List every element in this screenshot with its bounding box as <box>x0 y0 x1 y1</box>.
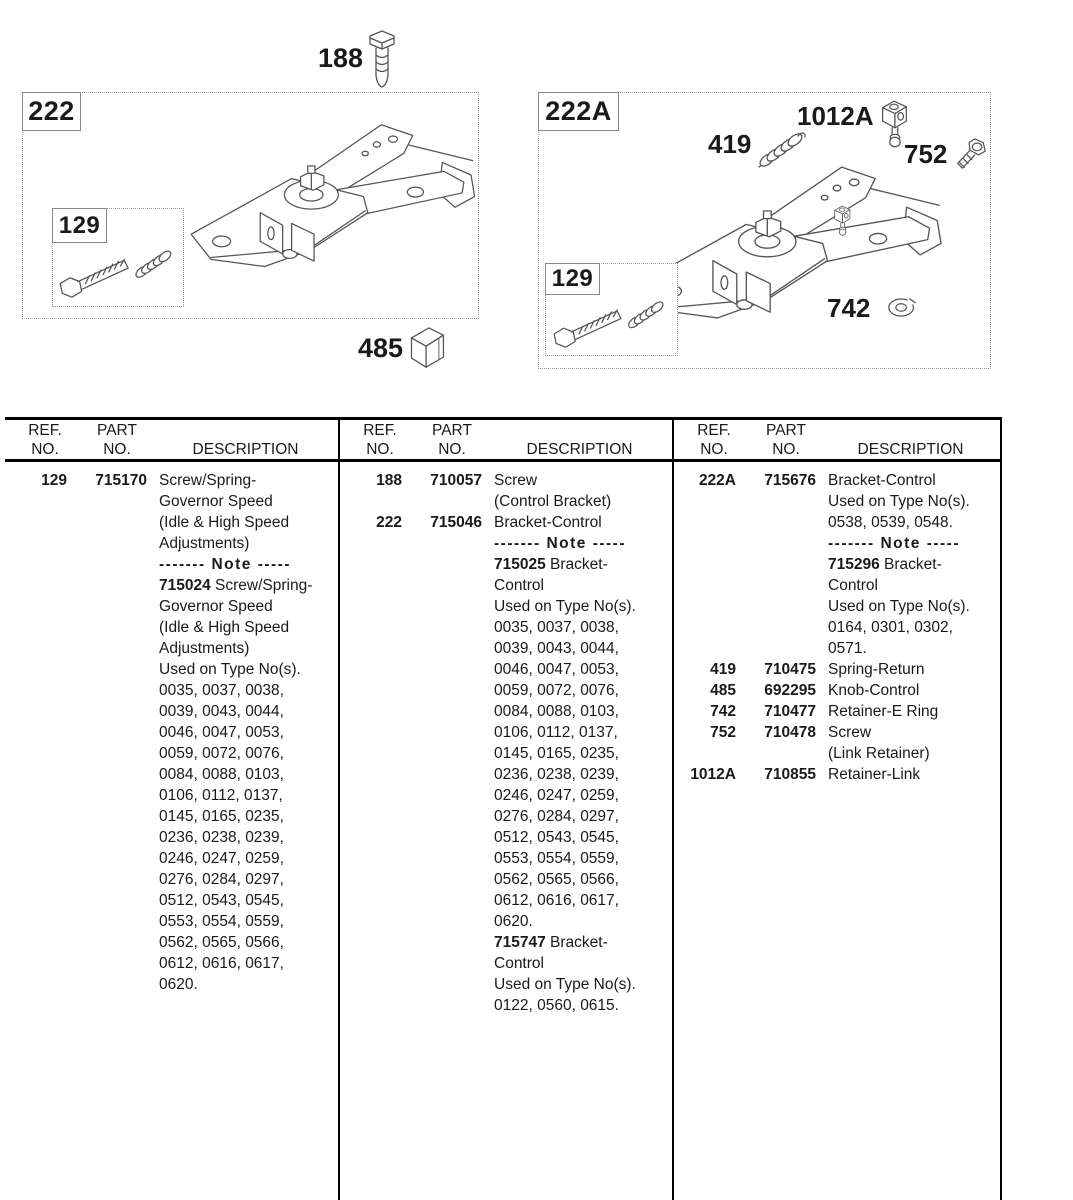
part-no-cell <box>406 974 488 995</box>
ref-no-cell <box>340 995 406 1016</box>
part-no-cell <box>71 785 153 806</box>
part-no-cell <box>740 575 822 596</box>
description-cell: 0046, 0047, 0053, <box>494 661 619 678</box>
table-row <box>674 554 999 575</box>
ref-no-cell <box>5 659 71 680</box>
installed-retainer-icon <box>829 203 855 237</box>
description-cell: 0122, 0560, 0615. <box>494 997 619 1014</box>
table-row <box>5 869 338 890</box>
description-cell: Adjustments) <box>159 640 250 657</box>
col-header-part: PART <box>97 422 137 439</box>
table-top-rule <box>5 417 1002 420</box>
table-row <box>340 617 671 638</box>
part-no-cell <box>740 491 822 512</box>
ref-no-cell <box>674 533 740 554</box>
part-no-cell <box>71 638 153 659</box>
ref-no-cell <box>340 827 406 848</box>
table-row <box>5 911 338 932</box>
ref-no-cell: 129 <box>41 472 67 489</box>
description-cell: 0145, 0165, 0235, <box>494 745 619 762</box>
table-row <box>674 680 999 701</box>
part-no-cell <box>71 512 153 533</box>
table-row <box>340 869 671 890</box>
ref-no-cell <box>5 953 71 974</box>
table-row <box>340 827 671 848</box>
ref-no-cell <box>5 722 71 743</box>
description-cell: 715296 Bracket- <box>828 556 942 573</box>
part-no-cell: 715170 <box>95 472 147 489</box>
ref-no-cell <box>5 764 71 785</box>
description-cell: Retainer-E Ring <box>828 703 939 720</box>
knob-icon <box>406 323 448 373</box>
table-row <box>340 554 671 575</box>
description-cell: 715025 Bracket- <box>494 556 608 573</box>
description-cell: 0512, 0543, 0545, <box>159 892 284 909</box>
description-cell: Used on Type No(s). <box>828 598 970 615</box>
description-cell: Bracket-Control <box>828 472 936 489</box>
table-row <box>674 701 999 722</box>
part-no-cell <box>71 764 153 785</box>
part-no-cell <box>740 617 822 638</box>
part-no-cell <box>406 596 488 617</box>
table-row <box>5 680 338 701</box>
ref-no-cell: 222A <box>698 472 736 489</box>
description-cell: Adjustments) <box>159 535 250 552</box>
table-row <box>674 743 999 764</box>
description-cell: Governor Speed <box>159 493 273 510</box>
description-cell: 0276, 0284, 0297, <box>159 871 284 888</box>
part-no-cell <box>71 890 153 911</box>
table-row <box>5 764 338 785</box>
table-row <box>5 617 338 638</box>
ref-no-cell <box>340 554 406 575</box>
figure-box-222a <box>538 92 991 369</box>
description-cell: (Idle & High Speed <box>159 514 290 531</box>
inset-tab-129a: 129 <box>545 263 600 295</box>
table-header: REF. PART NO. NO. DESCRIPTION <box>697 422 964 458</box>
description-cell: 0562, 0565, 0566, <box>494 871 619 888</box>
ref-label-752: 752 <box>904 139 948 169</box>
ref-no-cell <box>340 974 406 995</box>
table-header-rule <box>5 459 1002 462</box>
description-cell: 0276, 0284, 0297, <box>494 808 619 825</box>
ref-no-cell <box>340 659 406 680</box>
table-row <box>5 470 338 491</box>
part-no-cell <box>71 554 153 575</box>
description-cell: 0620. <box>159 976 198 993</box>
part-no-cell <box>71 701 153 722</box>
ref-no-cell <box>674 512 740 533</box>
description-cell: 0059, 0072, 0076, <box>494 682 619 699</box>
table-row <box>5 932 338 953</box>
description-cell: 0553, 0554, 0559, <box>159 913 284 930</box>
description-cell: Knob-Control <box>828 682 920 699</box>
part-no-cell <box>406 617 488 638</box>
table-row <box>5 974 338 995</box>
table-row <box>340 533 671 554</box>
table-row <box>674 512 999 533</box>
description-cell: 0046, 0047, 0053, <box>159 724 284 741</box>
part-no-cell <box>406 785 488 806</box>
table-row <box>340 764 671 785</box>
part-no-cell <box>406 722 488 743</box>
inset-box-129 <box>52 208 184 307</box>
description-cell: 0538, 0539, 0548. <box>828 514 953 531</box>
part-no-cell: 710478 <box>764 724 816 741</box>
ref-no-cell: 419 <box>710 661 736 678</box>
part-no-cell <box>71 617 153 638</box>
ref-no-cell <box>340 491 406 512</box>
ref-label-485: 485 <box>358 333 404 363</box>
table-column-3 <box>674 470 999 785</box>
ref-no-cell <box>5 932 71 953</box>
part-no-cell <box>406 995 488 1016</box>
table-row <box>5 512 338 533</box>
part-no-cell <box>71 533 153 554</box>
ref-no-cell <box>674 743 740 764</box>
table-right-border <box>1000 417 1002 1200</box>
table-row <box>674 491 999 512</box>
ref-no-cell <box>340 869 406 890</box>
table-row <box>674 659 999 680</box>
ref-no-cell <box>5 701 71 722</box>
description-cell: 0164, 0301, 0302, <box>828 619 953 636</box>
table-row <box>340 995 671 1016</box>
bracket-diagram <box>175 103 480 308</box>
ref-no-cell <box>5 554 71 575</box>
part-no-cell <box>71 911 153 932</box>
screw-spring-icon <box>56 239 178 302</box>
part-no-cell <box>406 827 488 848</box>
ref-no-cell <box>340 890 406 911</box>
ref-no-cell <box>5 911 71 932</box>
part-no-cell <box>71 932 153 953</box>
part-no-cell: 710477 <box>764 703 816 720</box>
description-cell: 715024 Screw/Spring- <box>159 577 313 594</box>
ref-no-cell <box>674 554 740 575</box>
description-cell: Screw <box>828 724 872 741</box>
description-cell: 0562, 0565, 0566, <box>159 934 284 951</box>
part-no-cell <box>406 638 488 659</box>
ref-no-cell <box>340 680 406 701</box>
description-cell: 0612, 0616, 0617, <box>159 955 284 972</box>
table-row <box>5 659 338 680</box>
table-row <box>340 890 671 911</box>
part-no-cell <box>406 533 488 554</box>
part-no-cell <box>71 974 153 995</box>
table-row <box>340 722 671 743</box>
part-no-cell: 715046 <box>430 514 482 531</box>
description-cell: Control <box>828 577 878 594</box>
table-row <box>674 533 999 554</box>
table-row <box>674 617 999 638</box>
table-row <box>674 764 999 785</box>
table-row <box>5 806 338 827</box>
description-cell: 0553, 0554, 0559, <box>494 850 619 867</box>
ref-no-cell <box>340 953 406 974</box>
ref-no-cell <box>5 974 71 995</box>
figure-box-222 <box>22 92 479 319</box>
ref-no-cell <box>340 764 406 785</box>
table-row <box>340 743 671 764</box>
ref-no-cell: 188 <box>376 472 402 489</box>
inset-tab-129: 129 <box>52 208 107 243</box>
table-row <box>5 848 338 869</box>
ref-no-cell <box>674 491 740 512</box>
col-header-ref: REF. <box>28 422 62 439</box>
table-row <box>674 722 999 743</box>
table-row <box>340 932 671 953</box>
description-cell: Used on Type No(s). <box>494 598 636 615</box>
table-row <box>5 533 338 554</box>
description-cell: (Link Retainer) <box>828 745 930 762</box>
figure-tab-222a: 222A <box>538 92 619 131</box>
table-column-2 <box>340 470 671 1016</box>
table-row <box>340 806 671 827</box>
description-cell: Used on Type No(s). <box>828 493 970 510</box>
description-cell: 0236, 0238, 0239, <box>159 829 284 846</box>
description-cell: 0246, 0247, 0259, <box>159 850 284 867</box>
table-header <box>5 421 338 459</box>
ref-no-cell <box>5 491 71 512</box>
ref-label-419: 419 <box>708 129 752 159</box>
ref-label-742: 742 <box>827 293 871 323</box>
description-cell: Used on Type No(s). <box>494 976 636 993</box>
ref-no-cell <box>5 533 71 554</box>
ref-no-cell <box>5 785 71 806</box>
description-cell: Bracket-Control <box>494 514 602 531</box>
part-no-cell <box>71 827 153 848</box>
part-no-cell: 692295 <box>764 682 816 699</box>
description-cell: (Control Bracket) <box>494 493 612 510</box>
part-no-cell <box>740 596 822 617</box>
part-no-cell <box>406 680 488 701</box>
description-cell: Control <box>494 577 544 594</box>
table-row <box>5 638 338 659</box>
part-no-cell <box>740 533 822 554</box>
ref-no-cell <box>340 743 406 764</box>
ref-no-cell <box>340 848 406 869</box>
description-cell: 0035, 0037, 0038, <box>159 682 284 699</box>
description-cell: 0035, 0037, 0038, <box>494 619 619 636</box>
table-row <box>5 554 338 575</box>
description-cell: Control <box>494 955 544 972</box>
ref-no-cell <box>674 575 740 596</box>
table-row <box>5 491 338 512</box>
table-row <box>340 785 671 806</box>
description-cell: Screw/Spring- <box>159 472 257 489</box>
description-cell: 0039, 0043, 0044, <box>494 640 619 657</box>
ref-no-cell <box>5 890 71 911</box>
ref-no-cell <box>674 638 740 659</box>
part-no-cell <box>406 848 488 869</box>
ref-no-cell <box>340 785 406 806</box>
ref-no-cell <box>5 848 71 869</box>
inset-box-129a <box>545 263 678 356</box>
bolt-icon <box>367 29 397 91</box>
ref-no-cell <box>5 680 71 701</box>
ref-no-cell <box>5 638 71 659</box>
table-row <box>340 512 671 533</box>
description-cell: 715747 Bracket- <box>494 934 608 951</box>
ref-no-cell <box>340 932 406 953</box>
ref-no-cell: 222 <box>376 514 402 531</box>
ref-no-cell <box>340 701 406 722</box>
description-cell: Screw <box>494 472 538 489</box>
screw-spring-icon <box>549 290 671 352</box>
table-row <box>340 848 671 869</box>
part-no-cell <box>71 953 153 974</box>
part-no-cell <box>71 743 153 764</box>
table-row <box>5 575 338 596</box>
part-no-cell <box>406 869 488 890</box>
part-no-cell: 710855 <box>764 766 816 783</box>
table-row <box>674 575 999 596</box>
part-no-cell <box>71 659 153 680</box>
table-row <box>340 596 671 617</box>
description-cell: 0620. <box>494 913 533 930</box>
description-cell: 0236, 0238, 0239, <box>494 766 619 783</box>
description-cell: 0612, 0616, 0617, <box>494 892 619 909</box>
table-header: REF. PART NO. NO. DESCRIPTION <box>363 422 633 458</box>
part-no-cell: 715676 <box>764 472 816 489</box>
part-no-cell <box>71 575 153 596</box>
table-row <box>340 659 671 680</box>
col-header-part: NO. <box>103 441 131 458</box>
part-no-cell <box>71 491 153 512</box>
table-row <box>674 596 999 617</box>
table-row <box>5 596 338 617</box>
part-no-cell <box>406 911 488 932</box>
table-row <box>340 974 671 995</box>
description-cell: Used on Type No(s). <box>159 661 301 678</box>
table-column-1 <box>5 470 338 995</box>
part-no-cell: 710475 <box>764 661 816 678</box>
part-no-cell <box>406 890 488 911</box>
part-no-cell <box>71 848 153 869</box>
ref-no-cell: 1012A <box>690 766 736 783</box>
description-cell: 0039, 0043, 0044, <box>159 703 284 720</box>
part-no-cell <box>406 764 488 785</box>
part-no-cell <box>71 596 153 617</box>
description-cell: ------- Note ----- <box>159 556 291 573</box>
description-cell: Retainer-Link <box>828 766 921 783</box>
table-row <box>340 491 671 512</box>
ref-no-cell <box>674 617 740 638</box>
part-no-cell <box>71 680 153 701</box>
part-no-cell <box>71 869 153 890</box>
ref-no-cell <box>340 617 406 638</box>
ref-no-cell <box>340 911 406 932</box>
description-cell: Spring-Return <box>828 661 925 678</box>
table-row <box>340 470 671 491</box>
description-cell: ------- Note ----- <box>828 535 960 552</box>
ref-no-cell: 485 <box>710 682 736 699</box>
ref-no-cell <box>340 575 406 596</box>
part-no-cell <box>71 806 153 827</box>
description-cell: 0084, 0088, 0103, <box>494 703 619 720</box>
description-cell: 0246, 0247, 0259, <box>494 787 619 804</box>
description-cell: 0106, 0112, 0137, <box>159 787 283 804</box>
description-cell: 0059, 0072, 0076, <box>159 745 284 762</box>
ref-no-cell <box>5 743 71 764</box>
part-no-cell <box>740 743 822 764</box>
part-no-cell <box>406 932 488 953</box>
table-row <box>340 680 671 701</box>
ref-no-cell <box>674 596 740 617</box>
part-no-cell <box>71 722 153 743</box>
description-cell: Governor Speed <box>159 598 273 615</box>
table-row <box>340 953 671 974</box>
figure-tab-222: 222 <box>22 92 81 131</box>
table-row <box>340 638 671 659</box>
e-ring-icon <box>885 294 923 321</box>
part-no-cell <box>740 512 822 533</box>
ref-no-cell: 742 <box>710 703 736 720</box>
table-row <box>5 743 338 764</box>
ref-no-cell <box>340 722 406 743</box>
ref-no-cell <box>5 512 71 533</box>
table-row <box>674 638 999 659</box>
ref-no-cell <box>5 869 71 890</box>
description-cell: 0084, 0088, 0103, <box>159 766 284 783</box>
part-no-cell <box>406 575 488 596</box>
table-row <box>340 701 671 722</box>
ref-no-cell <box>5 806 71 827</box>
table-row <box>5 722 338 743</box>
part-no-cell <box>406 659 488 680</box>
ref-label-1012a: 1012A <box>797 101 874 131</box>
ref-no-cell <box>5 596 71 617</box>
description-cell: 0145, 0165, 0235, <box>159 808 284 825</box>
part-no-cell <box>740 638 822 659</box>
part-no-cell <box>406 806 488 827</box>
ref-no-cell <box>5 617 71 638</box>
col-header-ref: NO. <box>31 441 59 458</box>
ref-no-cell <box>340 638 406 659</box>
part-no-cell <box>406 953 488 974</box>
table-row <box>340 911 671 932</box>
table-row <box>5 701 338 722</box>
description-cell: 0571. <box>828 640 867 657</box>
table-row <box>674 470 999 491</box>
table-row <box>5 890 338 911</box>
ref-no-cell <box>340 533 406 554</box>
part-no-cell <box>406 491 488 512</box>
description-cell: 0512, 0543, 0545, <box>494 829 619 846</box>
description-cell: 0106, 0112, 0137, <box>494 724 618 741</box>
ref-no-cell: 752 <box>710 724 736 741</box>
part-no-cell <box>740 554 822 575</box>
description-cell: ------- Note ----- <box>494 535 626 552</box>
ref-no-cell <box>5 827 71 848</box>
table-row <box>5 953 338 974</box>
part-no-cell <box>406 701 488 722</box>
table-row <box>340 575 671 596</box>
part-no-cell <box>406 554 488 575</box>
part-no-cell: 710057 <box>430 472 482 489</box>
description-cell: (Idle & High Speed <box>159 619 290 636</box>
col-header-desc: DESCRIPTION <box>192 441 299 458</box>
ref-no-cell <box>340 596 406 617</box>
part-no-cell <box>406 743 488 764</box>
table-row <box>5 827 338 848</box>
ref-label-188: 188 <box>318 43 364 73</box>
ref-no-cell <box>340 806 406 827</box>
ref-no-cell <box>5 575 71 596</box>
table-row <box>5 785 338 806</box>
